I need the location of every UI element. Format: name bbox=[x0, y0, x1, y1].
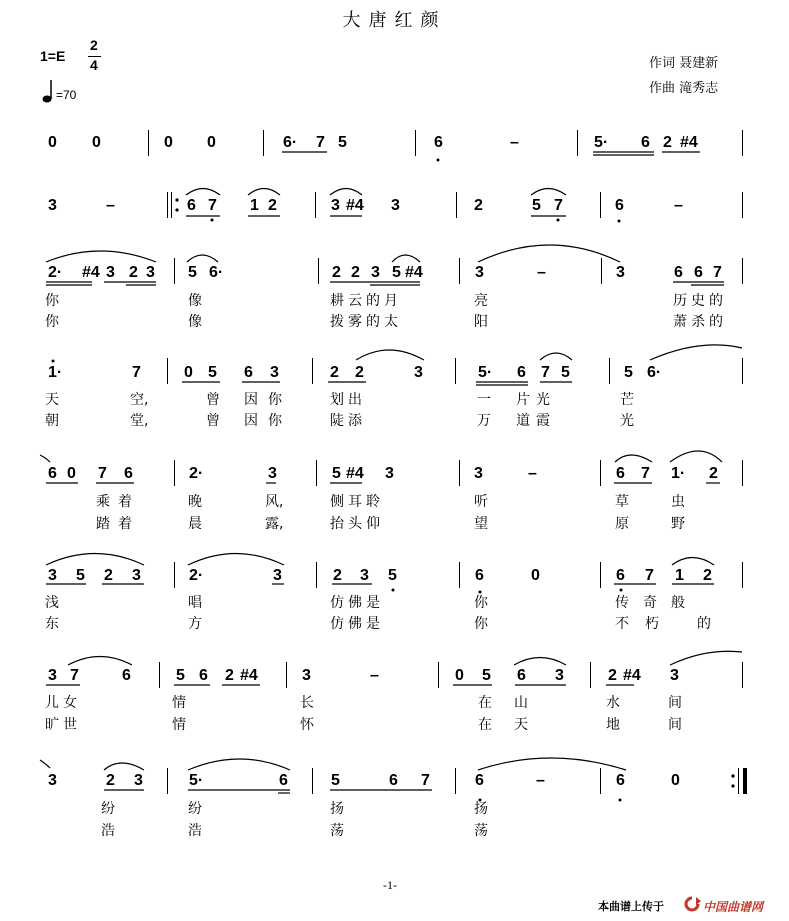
note: 3 bbox=[414, 364, 423, 381]
lyric-verse1: 你 bbox=[268, 392, 282, 408]
bar-line bbox=[609, 358, 610, 384]
note: 7 bbox=[98, 465, 107, 482]
lyric-verse2: 原 bbox=[615, 516, 629, 532]
note: 5 bbox=[188, 264, 197, 281]
note: 3 bbox=[360, 567, 369, 584]
time-signature-bottom: 4 bbox=[90, 57, 98, 73]
lyric-verse1: 你 bbox=[474, 595, 488, 611]
note: 2· bbox=[189, 567, 204, 584]
note: 7 bbox=[541, 364, 550, 381]
note: – bbox=[674, 197, 683, 214]
bar-line bbox=[159, 662, 160, 688]
note: 7 bbox=[554, 197, 563, 214]
note: 2 bbox=[104, 567, 113, 584]
bar-line bbox=[455, 768, 456, 794]
bar-line bbox=[600, 768, 601, 794]
note: 7 bbox=[70, 667, 79, 684]
bar-line bbox=[286, 662, 287, 688]
note: 3 bbox=[146, 264, 155, 281]
lyric-verse1: 长 bbox=[300, 695, 314, 711]
bar-line bbox=[316, 460, 317, 486]
lyric-verse2: 浩 bbox=[188, 823, 202, 839]
lyric-verse1: 空, bbox=[130, 392, 149, 408]
note: 6· bbox=[209, 264, 224, 281]
bar-line bbox=[438, 662, 439, 688]
bar-line bbox=[600, 460, 601, 486]
note: 1 bbox=[250, 197, 259, 214]
note: #4 bbox=[82, 264, 100, 281]
note: 2 bbox=[355, 364, 364, 381]
note: 2 bbox=[330, 364, 339, 381]
lyric-verse1: 水 bbox=[606, 695, 620, 711]
lyric-verse1: 虫 bbox=[671, 494, 685, 510]
note: 6 bbox=[517, 364, 526, 381]
bar-line bbox=[742, 460, 743, 486]
note: #4 bbox=[240, 667, 258, 684]
note: 6 bbox=[616, 465, 625, 482]
bar-line bbox=[174, 562, 175, 588]
note: 7 bbox=[421, 772, 430, 789]
note: 5· bbox=[189, 772, 204, 789]
bar-line bbox=[318, 258, 319, 284]
note: 3 bbox=[331, 197, 340, 214]
lyric-verse1: 儿女 bbox=[45, 695, 81, 711]
bar-line bbox=[316, 562, 317, 588]
bar-line bbox=[742, 662, 743, 688]
note: 7 bbox=[208, 197, 217, 214]
lyric-verse2: 在 bbox=[478, 717, 492, 733]
note: 5 bbox=[388, 567, 397, 584]
note: 5 bbox=[624, 364, 633, 381]
lyric-verse1: 历史的 bbox=[673, 293, 727, 309]
lyric-verse1: 芒 bbox=[620, 392, 634, 408]
note: 6 bbox=[694, 264, 703, 281]
note: 5 bbox=[76, 567, 85, 584]
note: 2 bbox=[474, 197, 483, 214]
tempo-marking: =70 bbox=[56, 88, 77, 102]
lyric-verse2: 间 bbox=[668, 717, 682, 733]
lyric-verse1: 风, bbox=[265, 494, 284, 510]
lyric-verse1: 一 bbox=[477, 392, 491, 408]
time-signature-top: 2 bbox=[90, 37, 98, 53]
bar-line bbox=[590, 662, 591, 688]
bar-line bbox=[600, 562, 601, 588]
note: 3 bbox=[48, 667, 57, 684]
bar-line bbox=[455, 358, 456, 384]
lyric-verse1: 天 bbox=[45, 392, 59, 408]
note: 1 bbox=[675, 567, 684, 584]
bar-line bbox=[456, 192, 457, 218]
lyric-verse2: 荡 bbox=[474, 823, 488, 839]
lyric-verse1: 扬 bbox=[330, 801, 344, 817]
lyric-verse1: 草 bbox=[615, 494, 629, 510]
note: 2 bbox=[608, 667, 617, 684]
note: 3 bbox=[302, 667, 311, 684]
note: 0 bbox=[455, 667, 464, 684]
note: 5 bbox=[482, 667, 491, 684]
note: 5 bbox=[208, 364, 217, 381]
note: 7 bbox=[713, 264, 722, 281]
note: 0 bbox=[67, 465, 76, 482]
note: 6 bbox=[517, 667, 526, 684]
lyric-verse1: 唱 bbox=[188, 595, 202, 611]
note: 6 bbox=[389, 772, 398, 789]
note: 3 bbox=[616, 264, 625, 281]
note: 7 bbox=[641, 465, 650, 482]
note: 0 bbox=[207, 134, 216, 151]
bar-line bbox=[742, 130, 743, 156]
lyric-verse2: 不 bbox=[615, 616, 629, 632]
note: 7 bbox=[316, 134, 325, 151]
lyric-verse2: 萧杀的 bbox=[673, 314, 727, 330]
lyric-verse2: 望 bbox=[474, 516, 488, 532]
note: – bbox=[106, 197, 115, 214]
note: 0 bbox=[184, 364, 193, 381]
note: 6 bbox=[279, 772, 288, 789]
note: 6 bbox=[48, 465, 57, 482]
note: 3 bbox=[106, 264, 115, 281]
note: 2· bbox=[48, 264, 63, 281]
note: 2 bbox=[663, 134, 672, 151]
lyric-verse2: 抬头仰 bbox=[330, 516, 384, 532]
note: 3 bbox=[48, 197, 57, 214]
note: 5· bbox=[594, 134, 609, 151]
bar-line bbox=[742, 258, 743, 284]
note: 3 bbox=[48, 567, 57, 584]
bar-line bbox=[174, 258, 175, 284]
lyric-verse2: 地 bbox=[606, 717, 620, 733]
page-number: -1- bbox=[383, 878, 397, 892]
note: #4 bbox=[623, 667, 641, 684]
lyric-verse2: 你 bbox=[268, 413, 282, 429]
note: 0 bbox=[48, 134, 57, 151]
composer-credit: 作曲 滝秀志 bbox=[649, 81, 719, 96]
lyric-verse2: 因 bbox=[244, 413, 258, 429]
bar-line bbox=[263, 130, 264, 156]
note: 2 bbox=[268, 197, 277, 214]
note: #4 bbox=[680, 134, 698, 151]
lyric-verse1: 扬 bbox=[474, 801, 488, 817]
lyric-verse1: 晚 bbox=[188, 494, 202, 510]
bar-line bbox=[174, 460, 175, 486]
lyric-verse2: 朽 bbox=[645, 616, 659, 632]
bar-line bbox=[167, 358, 168, 384]
lyric-verse1: 侧耳聆 bbox=[330, 494, 384, 510]
note: 3 bbox=[391, 197, 400, 214]
note: 2 bbox=[351, 264, 360, 281]
note: 6 bbox=[187, 197, 196, 214]
note: 3 bbox=[273, 567, 282, 584]
note: 3 bbox=[270, 364, 279, 381]
note: 0 bbox=[92, 134, 101, 151]
bar-line bbox=[601, 258, 602, 284]
lyric-verse1: 仿佛是 bbox=[330, 595, 384, 611]
note: 2 bbox=[129, 264, 138, 281]
lyric-verse1: 浅 bbox=[45, 595, 59, 611]
note: 3 bbox=[670, 667, 679, 684]
lyric-verse1: 乘着 bbox=[96, 494, 140, 510]
lyric-verse2: 像 bbox=[188, 314, 202, 330]
note: – bbox=[537, 264, 546, 281]
lyric-verse2: 的 bbox=[697, 616, 711, 632]
note: 6 bbox=[615, 197, 624, 214]
lyric-verse1: 听 bbox=[474, 494, 488, 510]
note: #4 bbox=[405, 264, 423, 281]
bar-line bbox=[315, 192, 316, 218]
note: 6 bbox=[641, 134, 650, 151]
lyric-verse2: 怀 bbox=[300, 717, 314, 733]
lyric-verse1: 亮 bbox=[474, 293, 488, 309]
note: 6 bbox=[475, 772, 484, 789]
note: – bbox=[510, 134, 519, 151]
lyric-verse1: 因 bbox=[244, 392, 258, 408]
note: 3 bbox=[132, 567, 141, 584]
lyricist-credit: 作词 聂建新 bbox=[649, 56, 719, 71]
note: 3 bbox=[474, 465, 483, 482]
repeat-start-line bbox=[167, 192, 168, 218]
bar-line bbox=[459, 460, 460, 486]
note: 6 bbox=[199, 667, 208, 684]
lyric-verse2: 万 bbox=[477, 413, 491, 429]
note: 0 bbox=[164, 134, 173, 151]
final-bar-line bbox=[738, 768, 739, 794]
lyric-verse2: 荡 bbox=[330, 823, 344, 839]
lyric-verse2: 仿佛是 bbox=[330, 616, 384, 632]
final-bar-line-thick bbox=[743, 768, 747, 794]
bar-line bbox=[459, 562, 460, 588]
note: #4 bbox=[346, 465, 364, 482]
note: 3 bbox=[134, 772, 143, 789]
note: 6 bbox=[122, 667, 131, 684]
note: 0 bbox=[531, 567, 540, 584]
note: 1· bbox=[671, 465, 686, 482]
lyric-verse1: 情 bbox=[172, 695, 186, 711]
lyric-verse1: 曾 bbox=[206, 392, 220, 408]
bar-line bbox=[459, 258, 460, 284]
lyric-verse2: 露, bbox=[265, 516, 284, 532]
bar-line bbox=[312, 358, 313, 384]
lyric-verse2: 晨 bbox=[188, 516, 202, 532]
bar-line bbox=[600, 192, 601, 218]
lyric-verse2: 陡添 bbox=[330, 413, 366, 429]
note: 6 bbox=[616, 567, 625, 584]
note: 2· bbox=[189, 465, 204, 482]
lyric-verse2: 朝 bbox=[45, 413, 59, 429]
note: 2 bbox=[709, 465, 718, 482]
note: 2 bbox=[703, 567, 712, 584]
lyric-verse2: 阳 bbox=[474, 314, 488, 330]
lyric-verse1: 间 bbox=[668, 695, 682, 711]
lyric-verse1: 你 bbox=[45, 293, 59, 309]
note: 3 bbox=[48, 772, 57, 789]
lyric-verse1: 片光 bbox=[516, 392, 556, 408]
song-title: 大唐红颜 bbox=[342, 10, 447, 31]
note: 5 bbox=[176, 667, 185, 684]
lyric-verse2: 情 bbox=[172, 717, 186, 733]
note: 5 bbox=[392, 264, 401, 281]
note: 2 bbox=[333, 567, 342, 584]
note: 5 bbox=[532, 197, 541, 214]
lyric-verse1: 传奇般 bbox=[615, 595, 699, 611]
key-signature: 1=E bbox=[40, 48, 66, 64]
lyric-verse2: 东 bbox=[45, 616, 59, 632]
note: 7 bbox=[132, 364, 141, 381]
bar-line bbox=[415, 130, 416, 156]
lyric-verse1: 纷 bbox=[101, 801, 115, 817]
lyric-verse2: 天 bbox=[514, 717, 528, 733]
bar-line bbox=[148, 130, 149, 156]
note: 3 bbox=[268, 465, 277, 482]
note: 3 bbox=[385, 465, 394, 482]
note: 5 bbox=[331, 772, 340, 789]
lyric-verse2: 旷世 bbox=[45, 717, 81, 733]
note: 0 bbox=[671, 772, 680, 789]
lyric-verse2: 浩 bbox=[101, 823, 115, 839]
lyric-verse2: 你 bbox=[45, 314, 59, 330]
note: 6 bbox=[674, 264, 683, 281]
bar-line bbox=[577, 130, 578, 156]
note: 5· bbox=[478, 364, 493, 381]
lyric-verse2: 堂, bbox=[130, 413, 149, 429]
lyric-verse2: 你 bbox=[474, 616, 488, 632]
lyric-verse1: 纷 bbox=[188, 801, 202, 817]
site-logo-icon bbox=[682, 896, 702, 916]
note: 7 bbox=[645, 567, 654, 584]
bar-line bbox=[312, 768, 313, 794]
note: 2 bbox=[106, 772, 115, 789]
note: #4 bbox=[346, 197, 364, 214]
note: 1· bbox=[48, 364, 63, 381]
note: 5 bbox=[332, 465, 341, 482]
lyric-verse1: 耕云的月 bbox=[330, 293, 402, 309]
lyric-verse1: 像 bbox=[188, 293, 202, 309]
quarter-note-icon bbox=[42, 78, 56, 108]
note: 2 bbox=[225, 667, 234, 684]
note: – bbox=[528, 465, 537, 482]
note: 6· bbox=[283, 134, 298, 151]
lyric-verse1: 山 bbox=[514, 695, 528, 711]
lyric-verse2: 拨雾的太 bbox=[330, 314, 402, 330]
note: 5 bbox=[338, 134, 347, 151]
bar-line bbox=[167, 768, 168, 794]
bar-line bbox=[742, 358, 743, 384]
lyric-verse2: 方 bbox=[188, 616, 202, 632]
note: 6· bbox=[647, 364, 662, 381]
note: 6 bbox=[475, 567, 484, 584]
note: 6 bbox=[124, 465, 133, 482]
site-logo-text: 中国曲谱网 bbox=[703, 900, 764, 914]
note: 3 bbox=[371, 264, 380, 281]
note: 3 bbox=[555, 667, 564, 684]
bar-line bbox=[742, 192, 743, 218]
lyric-verse2: 踏着 bbox=[96, 516, 140, 532]
lyric-verse2: 光 bbox=[620, 413, 634, 429]
note: – bbox=[536, 772, 545, 789]
note: – bbox=[370, 667, 379, 684]
note: 6 bbox=[616, 772, 625, 789]
note: 6 bbox=[244, 364, 253, 381]
note: 3 bbox=[475, 264, 484, 281]
lyric-verse2: 曾 bbox=[206, 413, 220, 429]
lyric-verse2: 道霞 bbox=[516, 413, 556, 429]
lyric-verse1: 在 bbox=[478, 695, 492, 711]
lyric-verse1: 划出 bbox=[330, 392, 366, 408]
note: 6 bbox=[434, 134, 443, 151]
source-text: 本曲谱上传于 bbox=[598, 900, 664, 913]
repeat-start-line bbox=[171, 192, 172, 218]
note: 5 bbox=[561, 364, 570, 381]
bar-line bbox=[742, 562, 743, 588]
lyric-verse2: 野 bbox=[671, 516, 685, 532]
note: 2 bbox=[332, 264, 341, 281]
